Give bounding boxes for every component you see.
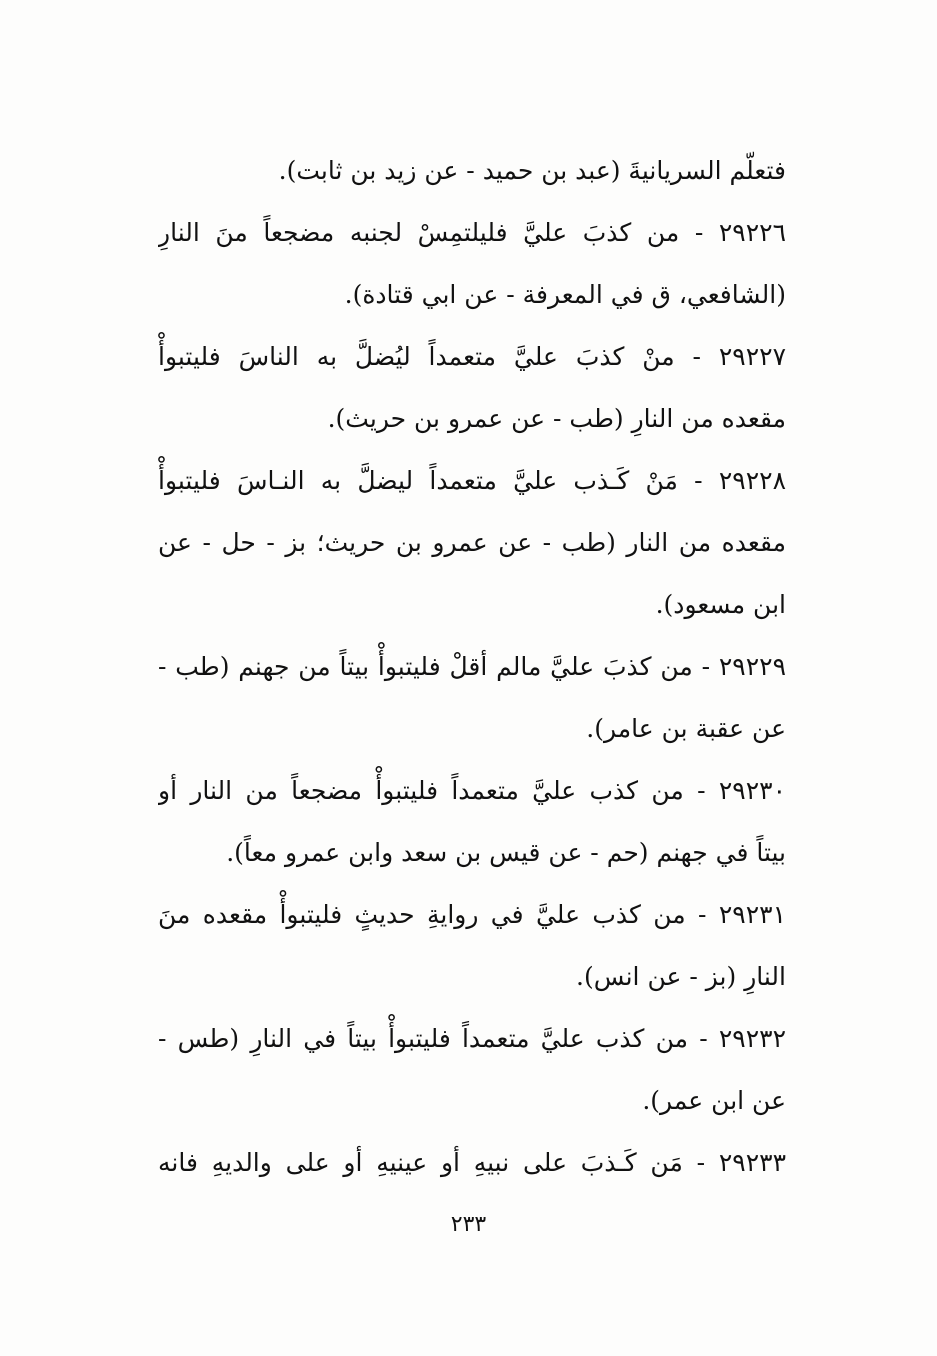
text-line: ٢٩٢٢٩ - من كذبَ عليَّ مالم أقلْ فليتبوأْ بيتاً من جهنم (طب - bbox=[158, 652, 786, 681]
hadith-text-block bbox=[158, 140, 786, 1194]
text-line: ابن مسعود). bbox=[655, 590, 786, 619]
page-number: ٢٣٣ bbox=[450, 1212, 487, 1237]
text-line: بيتاً في جهنم (حم - عن قيس بن سعد وابن عمرو معاً). bbox=[226, 838, 786, 867]
text-line: مقعده من النارِ (طب - عن عمرو بن حريث). bbox=[327, 404, 786, 433]
text-line: مقعده من النار (طب - عن عمرو بن حريث؛ بز - حل - عن bbox=[158, 528, 786, 557]
text-line: فتعلّم السريانيةَ (عبد بن حميد - عن زيد بن ثابت). bbox=[278, 156, 786, 185]
text-line: النارِ (بز - عن انس). bbox=[576, 962, 786, 991]
text-line: ٢٩٢٢٨ - مَنْ كَـذب عليَّ متعمداً ليضلَّ به النـاسَ فليتبوأْ bbox=[158, 466, 786, 495]
text-line: ٢٩٢٢٧ - منْ كذبَ عليَّ متعمداً ليُضلَّ به الناسَ فليتبوأْ bbox=[158, 342, 786, 371]
text-line: ٢٩٢٢٦ - من كذبَ عليَّ فليلتمِسْ لجنبه مضجعاً منَ النارِ bbox=[158, 218, 786, 247]
text-line: ٢٩٢٣٠ - من كذب عليَّ متعمداً فليتبوأْ مضجعاً من النار أو bbox=[158, 776, 786, 805]
text-line: ٢٩٢٣٣ - مَن كَـذبَ على نبيهِ أو عينيهِ أو على والديهِ فانه bbox=[158, 1148, 786, 1177]
text-line: (الشافعي، ق في المعرفة - عن ابي قتادة). bbox=[344, 280, 786, 309]
text-line: عن عقبة بن عامر). bbox=[586, 714, 786, 743]
text-line: ٢٩٢٣٢ - من كذب عليَّ متعمداً فليتبوأْ بيتاً في النارِ (طس - bbox=[158, 1024, 786, 1053]
text-line: ٢٩٢٣١ - من كذب عليَّ في روايةِ حديثٍ فليتبوأْ مقعده منَ bbox=[158, 900, 786, 929]
text-line: عن ابن عمر). bbox=[642, 1086, 786, 1115]
